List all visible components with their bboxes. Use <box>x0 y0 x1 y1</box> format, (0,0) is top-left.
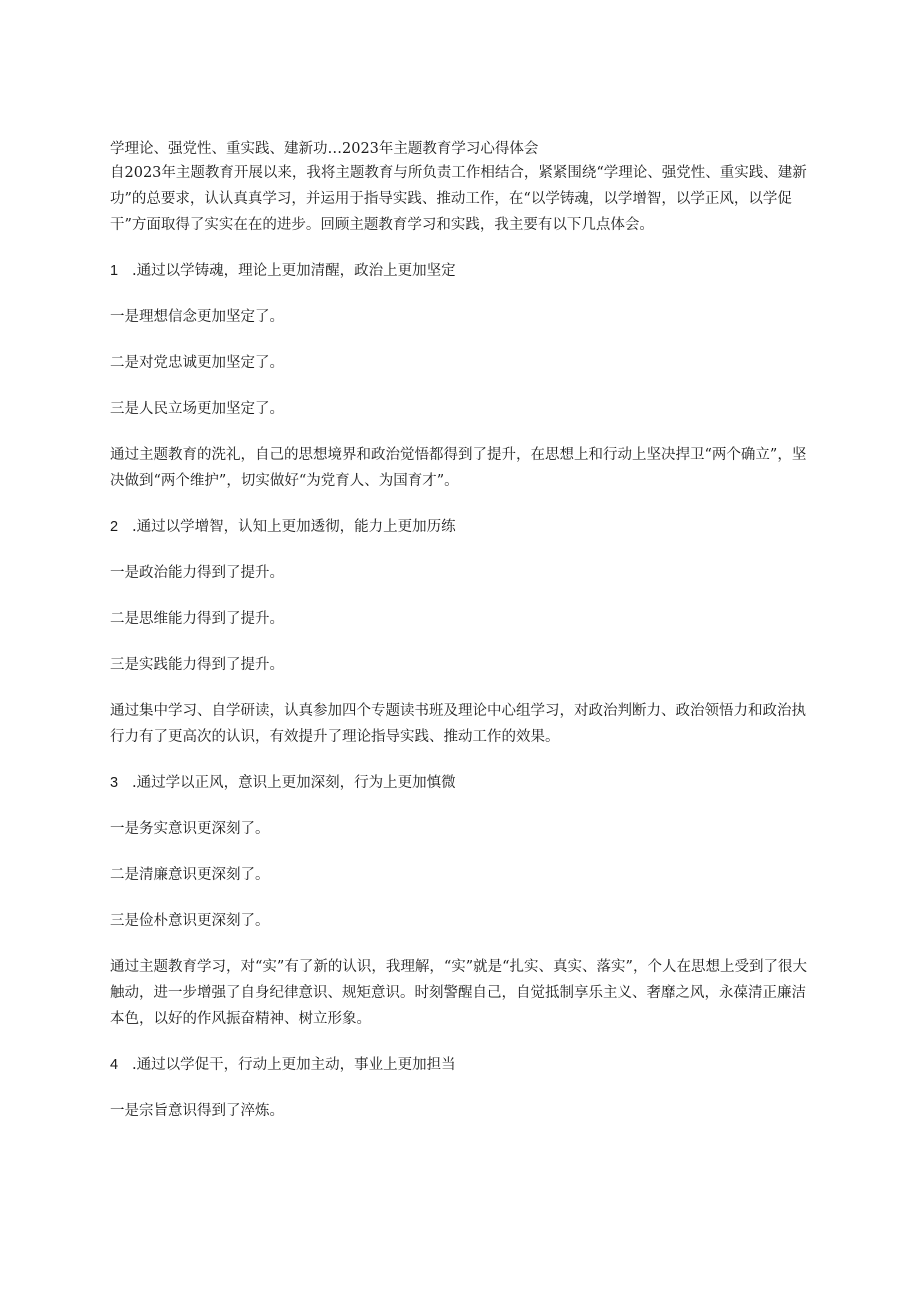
point-item: 二是对党忠诚更加坚定了。 <box>110 355 284 371</box>
point-item: 三是实践能力得到了提升。 <box>110 657 284 673</box>
section-heading <box>110 514 815 540</box>
section-heading <box>110 258 815 284</box>
point-item: 一是务实意识更深刻了。 <box>110 821 270 837</box>
section-summary: 通过集中学习、自学研读，认真参加四个专题读书班及理论中心组学习，对政治判断力、政治领悟力和政治执行力有了更高次的认识，有效提升了理论指导实践、推动工作的效果。 <box>110 703 806 745</box>
point-item: 一是理想信念更加坚定了。 <box>110 309 284 325</box>
section-number: 4 <box>110 1057 119 1073</box>
point-item: 二是清廉意识更深刻了。 <box>110 867 270 883</box>
section-summary: 通过主题教育学习，对“实”有了新的认识，我理解，“实”就是“扎实、真实、落实”，个人在思想上受到了很大触动，进一步增强了自身纪律意识、规矩意识。时刻警醒自己，自觉抵制享乐主义、奢靡之风，永葆清正廉洁本色，以好的作风振奋精神、树立形象。 <box>110 959 807 1027</box>
document-title: 学理论、强党性、重实践、建新功…2023年主题教育学习心得体会 <box>110 141 539 157</box>
section-heading <box>110 1052 815 1078</box>
point-item: 三是俭朴意识更深刻了。 <box>110 913 270 929</box>
section-number: 1 <box>110 263 119 279</box>
section-number: 2 <box>110 519 119 535</box>
section-heading-text: .通过以学促干，行动上更加主动，事业上更加担当 <box>132 1057 456 1073</box>
section-heading <box>110 770 815 796</box>
intro-paragraph: 自2023年主题教育开展以来，我将主题教育与所负责工作相结合，紧紧围绕“学理论、强党性、重实践、建新功”的总要求，认认真真学习，并运用于指导实践、推动工作，在“以学铸魂，以学增智，以学正风，以学促干”方面取得了实实在在的进步。回顾主题教育学习和实践，我主要有以下几点体会。 <box>110 165 807 233</box>
document-body <box>110 138 815 1124</box>
point-item: 一是宗旨意识得到了淬炼。 <box>110 1103 284 1119</box>
section-number: 3 <box>110 775 119 791</box>
section-heading-text: .通过以学增智，认知上更加透彻，能力上更加历练 <box>132 519 456 535</box>
section-heading-text: .通过学以正风，意识上更加深刻，行为上更加慎微 <box>132 775 456 791</box>
point-item: 三是人民立场更加坚定了。 <box>110 401 284 417</box>
point-item: 一是政治能力得到了提升。 <box>110 565 284 581</box>
section-heading-text: .通过以学铸魂，理论上更加清醒，政治上更加坚定 <box>132 263 456 279</box>
point-item: 二是思维能力得到了提升。 <box>110 611 284 627</box>
section-summary: 通过主题教育的洗礼，自己的思想境界和政治觉悟都得到了提升，在思想上和行动上坚决捍卫“两个确立”，坚决做到“两个维护”，切实做好“为党育人、为国育才”。 <box>110 447 807 489</box>
